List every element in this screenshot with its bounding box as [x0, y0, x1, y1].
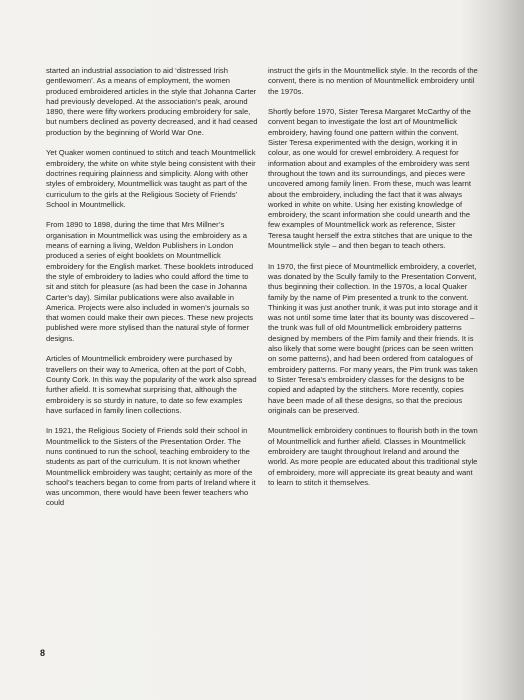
left-text-column [46, 66, 258, 519]
page-number: 8 [40, 648, 46, 658]
paragraph: In 1921, the Religious Society of Friends sold their school in Mountmellick to the Sisters of the Presentation Order. The nuns continued to run the school, teaching embroidery to the students as part of the curriculum. It is not known whether Mountmellick embroidery was taught; certainly as more of the school’s teachers began to come from parts of Ireland where it was uncommon, there would have been fewer teachers who could [46, 426, 256, 508]
paragraph: In 1970, the first piece of Mountmellick embroidery, a coverlet, was donated by the Scully family to the Presentation Convent, thus beginning their collection. In the 1970s, a local Quaker family by the name of Pim presented a trunk to the convent. Thinking it was just another trunk, it was put into storage and it was not until some time later that its bounty was discovered – the trunk was full of old Mountmellick embroidery patterns designed by members of the Pim family and their friends. It is also likely that some were bought (prices can be seen written on some patterns), and had been ordered from catalogues of embroidery patterns. For many years, the Pim trunk was taken to Sister Teresa’s embroidery classes for the designs to be copied and adapted by the stitchers. More recently, copies have been made of all these designs, so that the precious originals can be preserved. [268, 261, 478, 415]
paragraph: Articles of Mountmellick embroidery were purchased by travellers on their way to America, often at the port of Cobh, County Cork. In this way the popularity of the work also spread further afield. It is somewhat surprising that, although the embroidery is so sturdy in nature, to date so few examples have surfaced in family linen collections. [46, 354, 257, 415]
paragraph: Mountmellick embroidery continues to flourish both in the town of Mountmellick and further afield. Classes in Mountmellick embroidery are taught throughout Ireland and around the world. As more people are educated about this traditional style of embroidery, more will appreciate its great beauty and want to learn to stitch it themselves. [268, 426, 478, 487]
paragraph: instruct the girls in the Mountmellick style. In the records of the convent, there is no mention of Mountmellick embroidery until the 1970s. [268, 66, 478, 96]
paragraph: Shortly before 1970, Sister Teresa Margaret McCarthy of the convent began to investigate the lost art of Mountmellick embroidery, having found one pattern within the convent. Sister Teresa experimented with the design, working it in colour, as one would for crewel embroidery. A request for information about and examples of the embroidery was sent throughout the town and its surroundings, and pieces were uncovered among family linen. From these, much was learnt about the embroidery, including the fact that it was always worked in white on white. Using her existing knowledge of embroidery, the scant information she could unearth and the few examples of Mountmellick work as reference, Sister Teresa taught herself the extra stitches that are unique to the Mountmellick style – and then began to teach others. [268, 107, 473, 251]
paragraph: From 1890 to 1898, during the time that Mrs Millner’s organisation in Mountmellick was using the embroidery as a means of earning a living, Weldon Publishers in London produced a series of eight booklets on Mountmellick embroidery for the English market. These booklets introduced the style of embroidery to ladies who could afford the time to sit and stitch for pleasure (as had been the case in Johanna Carter’s day). Similar publications were also available in America. Projects were also included in women’s journals so that women could make their own pieces. These new projects published were more stylised than the natural style of former designs. [46, 220, 254, 343]
right-text-column [268, 66, 480, 498]
paragraph: started an industrial association to aid ‘distressed Irish gentlewomen’. As a means of employment, the women produced embroidered articles in the style that Johanna Carter had previously developed. At the association’s peak, around 1890, there were fifty workers producing embroidery for sale, but numbers declined as poverty decreased, and it had ceased production by the beginning of World War One. [46, 66, 258, 137]
paragraph: Yet Quaker women continued to stitch and teach Mountmellick embroidery, the white on white style being consistent with their doctrines requiring plainness and simplicity. Along with other styles of embroidery, Mountmellick was taught as part of the curriculum to the girls at the Religious Society of Friends’ School in Mountmellick. [46, 148, 256, 209]
